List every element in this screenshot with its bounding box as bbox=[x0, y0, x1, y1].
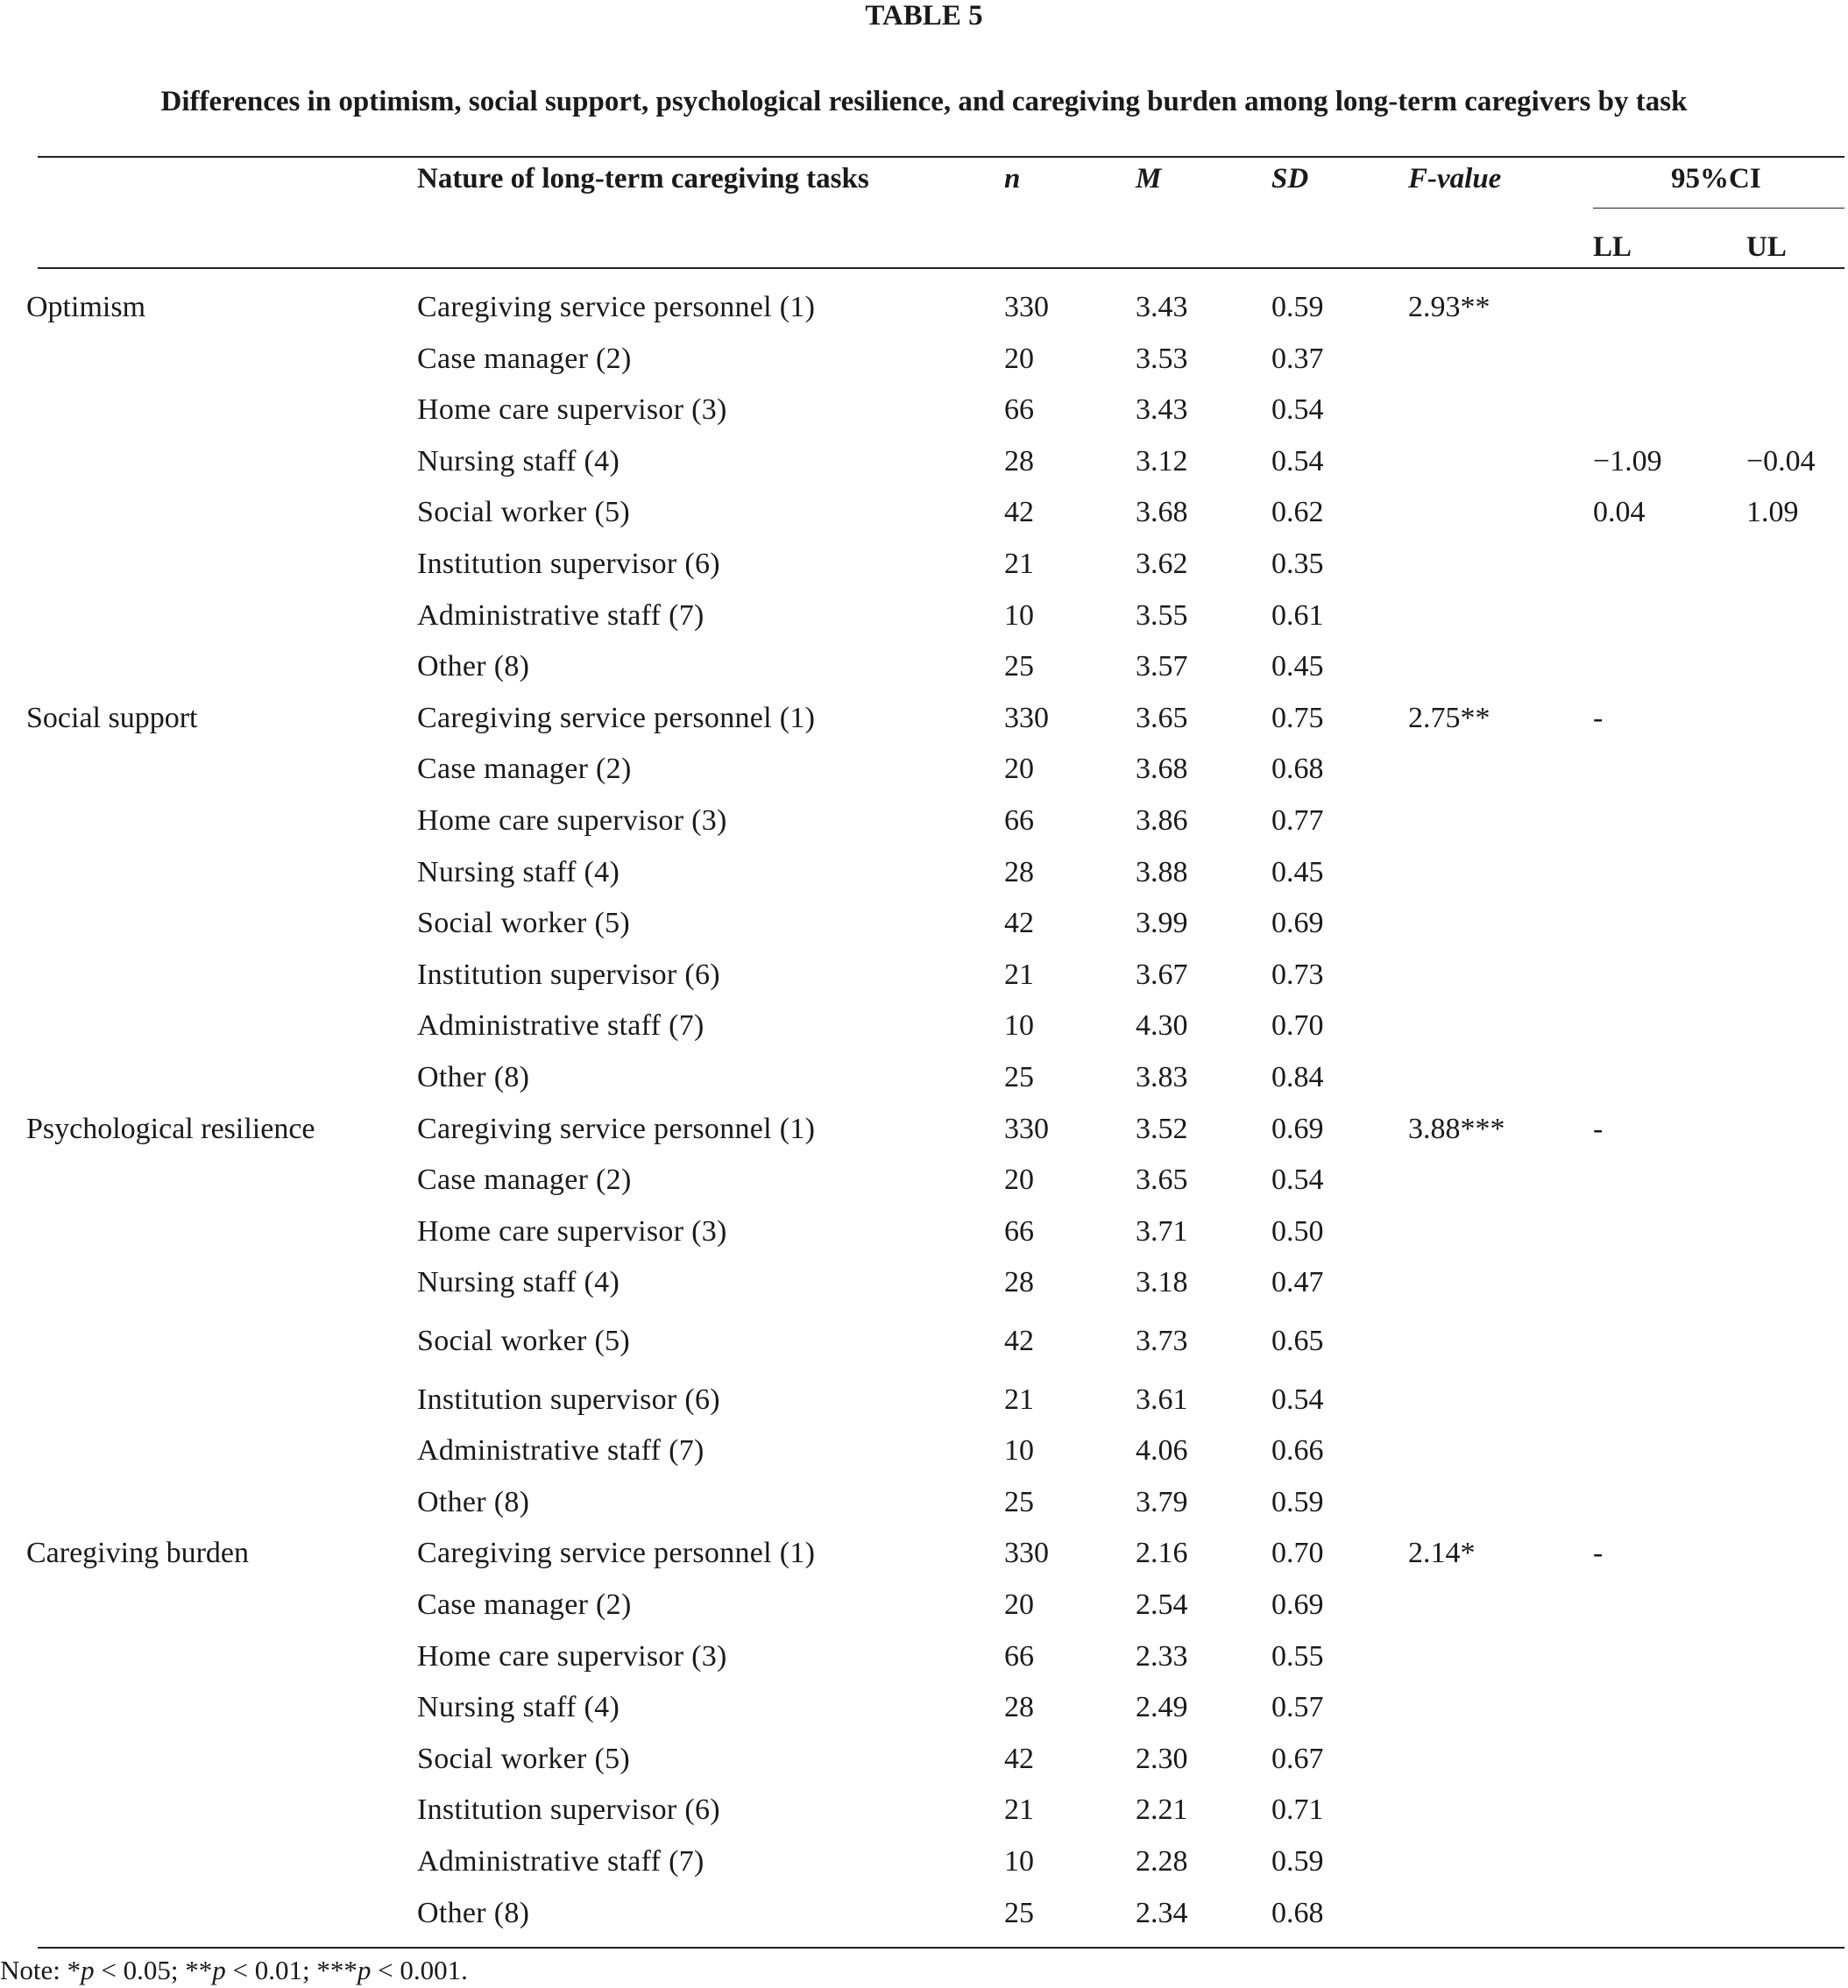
n-cell: 25 bbox=[1004, 1897, 1034, 1929]
f-value-cell: 3.88*** bbox=[1408, 1113, 1505, 1145]
n-cell: 28 bbox=[1004, 856, 1034, 888]
table-row bbox=[0, 1844, 1848, 1895]
task-cell: Caregiving service personnel (1) bbox=[417, 291, 816, 323]
mean-cell: 3.65 bbox=[1136, 702, 1188, 734]
n-cell: 10 bbox=[1004, 1845, 1034, 1878]
mean-cell: 3.99 bbox=[1136, 907, 1188, 939]
mean-cell: 3.52 bbox=[1136, 1113, 1188, 1145]
task-cell: Institution supervisor (6) bbox=[417, 548, 720, 580]
table-row bbox=[0, 1485, 1848, 1536]
table-row bbox=[0, 701, 1848, 752]
task-cell: Caregiving service personnel (1) bbox=[417, 1537, 816, 1569]
table-caption: Differences in optimism, social support, psychological resilience, and caregiving burden among long-term caregivers by task bbox=[160, 86, 1688, 117]
n-cell: 25 bbox=[1004, 1061, 1034, 1093]
mean-cell: 3.68 bbox=[1136, 753, 1188, 785]
mean-cell: 3.83 bbox=[1136, 1061, 1188, 1093]
table-row bbox=[0, 342, 1848, 393]
sd-cell: 0.70 bbox=[1271, 1009, 1324, 1042]
task-cell: Nursing staff (4) bbox=[417, 445, 620, 478]
mean-cell: 3.73 bbox=[1136, 1325, 1188, 1357]
n-cell: 42 bbox=[1004, 1325, 1034, 1357]
n-cell: 28 bbox=[1004, 1266, 1034, 1298]
sd-cell: 0.59 bbox=[1271, 291, 1324, 323]
table-row bbox=[0, 649, 1848, 700]
header-ll: LL bbox=[1593, 231, 1632, 263]
task-cell: Social worker (5) bbox=[417, 1325, 631, 1357]
task-cell: Other (8) bbox=[417, 1061, 530, 1093]
task-cell: Administrative staff (7) bbox=[417, 1009, 705, 1042]
table-row bbox=[0, 1112, 1848, 1163]
task-cell: Social worker (5) bbox=[417, 1743, 631, 1775]
sd-cell: 0.75 bbox=[1271, 702, 1324, 734]
mean-cell: 2.28 bbox=[1136, 1845, 1188, 1878]
n-cell: 28 bbox=[1004, 1691, 1034, 1723]
note-threshold: < 0.01; bbox=[225, 1955, 317, 1985]
task-cell: Home care supervisor (3) bbox=[417, 393, 727, 426]
task-cell: Other (8) bbox=[417, 1486, 530, 1518]
mean-cell: 3.57 bbox=[1136, 650, 1188, 683]
n-cell: 42 bbox=[1004, 496, 1034, 528]
task-cell: Social worker (5) bbox=[417, 907, 631, 939]
sd-cell: 0.66 bbox=[1271, 1434, 1324, 1467]
sd-cell: 0.59 bbox=[1271, 1486, 1324, 1518]
sd-cell: 0.45 bbox=[1271, 650, 1324, 683]
sd-cell: 0.59 bbox=[1271, 1845, 1324, 1878]
n-cell: 66 bbox=[1004, 804, 1034, 837]
ci-ll-cell: - bbox=[1593, 702, 1604, 734]
table-row bbox=[0, 1433, 1848, 1484]
task-cell: Nursing staff (4) bbox=[417, 1691, 620, 1723]
mean-cell: 4.06 bbox=[1136, 1434, 1188, 1467]
n-cell: 42 bbox=[1004, 907, 1034, 939]
measure-cell: Caregiving burden bbox=[26, 1537, 249, 1569]
sd-cell: 0.62 bbox=[1271, 496, 1324, 528]
sd-cell: 0.54 bbox=[1271, 1383, 1324, 1416]
header-sd: SD bbox=[1271, 163, 1309, 195]
note-threshold: < 0.001. bbox=[371, 1955, 468, 1985]
sd-cell: 0.55 bbox=[1271, 1640, 1324, 1673]
mean-cell: 4.30 bbox=[1136, 1009, 1188, 1042]
sd-cell: 0.69 bbox=[1271, 907, 1324, 939]
header-ci: 95%CI bbox=[1671, 163, 1761, 195]
n-cell: 10 bbox=[1004, 599, 1034, 632]
table-row bbox=[0, 1639, 1848, 1690]
table-row bbox=[0, 1742, 1848, 1793]
n-cell: 330 bbox=[1004, 1537, 1049, 1569]
table-row bbox=[0, 1324, 1848, 1375]
n-cell: 21 bbox=[1004, 1383, 1034, 1416]
task-cell: Administrative staff (7) bbox=[417, 1845, 705, 1878]
table-note bbox=[0, 1953, 468, 1988]
table-row bbox=[0, 752, 1848, 803]
table-row bbox=[0, 803, 1848, 854]
n-cell: 25 bbox=[1004, 1486, 1034, 1518]
table-row bbox=[0, 1793, 1848, 1843]
header-m: M bbox=[1136, 163, 1162, 195]
n-cell: 66 bbox=[1004, 393, 1034, 426]
table-row bbox=[0, 1536, 1848, 1587]
task-cell: Other (8) bbox=[417, 650, 530, 683]
sd-cell: 0.50 bbox=[1271, 1215, 1324, 1248]
task-cell: Home care supervisor (3) bbox=[417, 1640, 727, 1673]
mean-cell: 2.16 bbox=[1136, 1537, 1188, 1569]
task-cell: Case manager (2) bbox=[417, 1164, 632, 1196]
table-row bbox=[0, 1690, 1848, 1741]
sd-cell: 0.68 bbox=[1271, 1897, 1324, 1929]
header-task: Nature of long-term caregiving tasks bbox=[417, 163, 869, 195]
top-rule bbox=[38, 156, 1844, 158]
table-row bbox=[0, 495, 1848, 546]
sd-cell: 0.57 bbox=[1271, 1691, 1324, 1723]
sd-cell: 0.47 bbox=[1271, 1266, 1324, 1298]
mean-cell: 3.61 bbox=[1136, 1383, 1188, 1416]
n-cell: 66 bbox=[1004, 1215, 1034, 1248]
mean-cell: 3.67 bbox=[1136, 959, 1188, 991]
note-threshold: < 0.05; bbox=[94, 1955, 186, 1985]
table-row bbox=[0, 1008, 1848, 1059]
n-cell: 20 bbox=[1004, 753, 1034, 785]
task-cell: Caregiving service personnel (1) bbox=[417, 1113, 816, 1145]
mean-cell: 3.86 bbox=[1136, 804, 1188, 837]
n-cell: 330 bbox=[1004, 291, 1049, 323]
mean-cell: 3.53 bbox=[1136, 343, 1188, 375]
sd-cell: 0.67 bbox=[1271, 1743, 1324, 1775]
table-row bbox=[0, 444, 1848, 495]
header-ul: UL bbox=[1746, 231, 1787, 263]
n-cell: 28 bbox=[1004, 445, 1034, 478]
table-row bbox=[0, 1214, 1848, 1265]
mean-cell: 2.54 bbox=[1136, 1588, 1188, 1621]
table-row bbox=[0, 547, 1848, 598]
n-cell: 66 bbox=[1004, 1640, 1034, 1673]
task-cell: Nursing staff (4) bbox=[417, 856, 620, 888]
note-p: p bbox=[81, 1955, 95, 1985]
sd-cell: 0.54 bbox=[1271, 1164, 1324, 1196]
task-cell: Institution supervisor (6) bbox=[417, 1383, 720, 1416]
sd-cell: 0.61 bbox=[1271, 599, 1324, 632]
mean-cell: 3.43 bbox=[1136, 291, 1188, 323]
ci-ul-cell: −0.04 bbox=[1746, 445, 1816, 478]
task-cell: Institution supervisor (6) bbox=[417, 959, 720, 991]
mean-cell: 3.18 bbox=[1136, 1266, 1188, 1298]
sd-cell: 0.71 bbox=[1271, 1793, 1324, 1826]
table-row bbox=[0, 1383, 1848, 1433]
task-cell: Case manager (2) bbox=[417, 1588, 632, 1621]
task-cell: Case manager (2) bbox=[417, 343, 632, 375]
mean-cell: 2.33 bbox=[1136, 1640, 1188, 1673]
table-row bbox=[0, 958, 1848, 1008]
note-p: p bbox=[357, 1955, 372, 1985]
bottom-rule bbox=[38, 1947, 1844, 1949]
note-stars: ** bbox=[185, 1955, 213, 1985]
mean-cell: 3.62 bbox=[1136, 548, 1188, 580]
n-cell: 20 bbox=[1004, 1164, 1034, 1196]
ci-ll-cell: −1.09 bbox=[1593, 445, 1662, 478]
mean-cell: 3.71 bbox=[1136, 1215, 1188, 1248]
f-value-cell: 2.75** bbox=[1408, 702, 1490, 734]
n-cell: 330 bbox=[1004, 1113, 1049, 1145]
task-cell: Administrative staff (7) bbox=[417, 1434, 705, 1467]
sd-cell: 0.45 bbox=[1271, 856, 1324, 888]
mean-cell: 2.49 bbox=[1136, 1691, 1188, 1723]
sd-cell: 0.54 bbox=[1271, 393, 1324, 426]
ci-ul-cell: 1.09 bbox=[1746, 496, 1799, 528]
n-cell: 10 bbox=[1004, 1009, 1034, 1042]
n-cell: 25 bbox=[1004, 650, 1034, 683]
table-row bbox=[0, 393, 1848, 443]
task-cell: Social worker (5) bbox=[417, 496, 631, 528]
task-cell: Nursing staff (4) bbox=[417, 1266, 620, 1298]
n-cell: 10 bbox=[1004, 1434, 1034, 1467]
header-rule bbox=[38, 267, 1844, 269]
ci-ll-cell: - bbox=[1593, 1537, 1604, 1569]
sd-cell: 0.84 bbox=[1271, 1061, 1324, 1093]
sd-cell: 0.73 bbox=[1271, 959, 1324, 991]
sd-cell: 0.65 bbox=[1271, 1325, 1324, 1357]
ci-rule bbox=[1593, 208, 1844, 209]
table-row bbox=[0, 906, 1848, 957]
note-prefix: Note: bbox=[0, 1955, 67, 1985]
mean-cell: 3.79 bbox=[1136, 1486, 1188, 1518]
f-value-cell: 2.93** bbox=[1408, 291, 1490, 323]
n-cell: 21 bbox=[1004, 548, 1034, 580]
mean-cell: 2.34 bbox=[1136, 1897, 1188, 1929]
mean-cell: 3.65 bbox=[1136, 1164, 1188, 1196]
n-cell: 21 bbox=[1004, 1793, 1034, 1826]
f-value-cell: 2.14* bbox=[1408, 1537, 1476, 1569]
mean-cell: 2.30 bbox=[1136, 1743, 1188, 1775]
note-stars: * bbox=[67, 1955, 81, 1985]
mean-cell: 3.68 bbox=[1136, 496, 1188, 528]
sd-cell: 0.35 bbox=[1271, 548, 1324, 580]
table-row bbox=[0, 1588, 1848, 1638]
header-n: n bbox=[1004, 163, 1021, 195]
note-stars: *** bbox=[316, 1955, 358, 1985]
table-row bbox=[0, 598, 1848, 649]
table-row bbox=[0, 1060, 1848, 1111]
sd-cell: 0.37 bbox=[1271, 343, 1324, 375]
task-cell: Other (8) bbox=[417, 1897, 530, 1929]
mean-cell: 3.88 bbox=[1136, 856, 1188, 888]
ci-ll-cell: 0.04 bbox=[1593, 496, 1646, 528]
sd-cell: 0.54 bbox=[1271, 445, 1324, 478]
mean-cell: 3.12 bbox=[1136, 445, 1188, 478]
n-cell: 21 bbox=[1004, 959, 1034, 991]
n-cell: 330 bbox=[1004, 702, 1049, 734]
measure-cell: Psychological resilience bbox=[26, 1113, 315, 1145]
table-row bbox=[0, 855, 1848, 906]
sd-cell: 0.77 bbox=[1271, 804, 1324, 837]
mean-cell: 3.55 bbox=[1136, 599, 1188, 632]
sd-cell: 0.68 bbox=[1271, 753, 1324, 785]
task-cell: Caregiving service personnel (1) bbox=[417, 702, 816, 734]
task-cell: Case manager (2) bbox=[417, 753, 632, 785]
header-f: F-value bbox=[1408, 163, 1502, 195]
task-cell: Administrative staff (7) bbox=[417, 599, 705, 632]
measure-cell: Optimism bbox=[26, 291, 146, 323]
mean-cell: 2.21 bbox=[1136, 1793, 1188, 1826]
n-cell: 42 bbox=[1004, 1743, 1034, 1775]
n-cell: 20 bbox=[1004, 343, 1034, 375]
task-cell: Home care supervisor (3) bbox=[417, 1215, 727, 1248]
n-cell: 20 bbox=[1004, 1588, 1034, 1621]
mean-cell: 3.43 bbox=[1136, 393, 1188, 426]
table-row bbox=[0, 1163, 1848, 1213]
measure-cell: Social support bbox=[26, 702, 198, 734]
sd-cell: 0.69 bbox=[1271, 1588, 1324, 1621]
table-row bbox=[0, 1896, 1848, 1947]
table-label: TABLE 5 bbox=[865, 0, 983, 32]
task-cell: Institution supervisor (6) bbox=[417, 1793, 720, 1826]
task-cell: Home care supervisor (3) bbox=[417, 804, 727, 837]
table-row bbox=[0, 1265, 1848, 1316]
note-p: p bbox=[212, 1955, 226, 1985]
sd-cell: 0.70 bbox=[1271, 1537, 1324, 1569]
ci-ll-cell: - bbox=[1593, 1113, 1604, 1145]
table-row bbox=[0, 290, 1848, 341]
sd-cell: 0.69 bbox=[1271, 1113, 1324, 1145]
